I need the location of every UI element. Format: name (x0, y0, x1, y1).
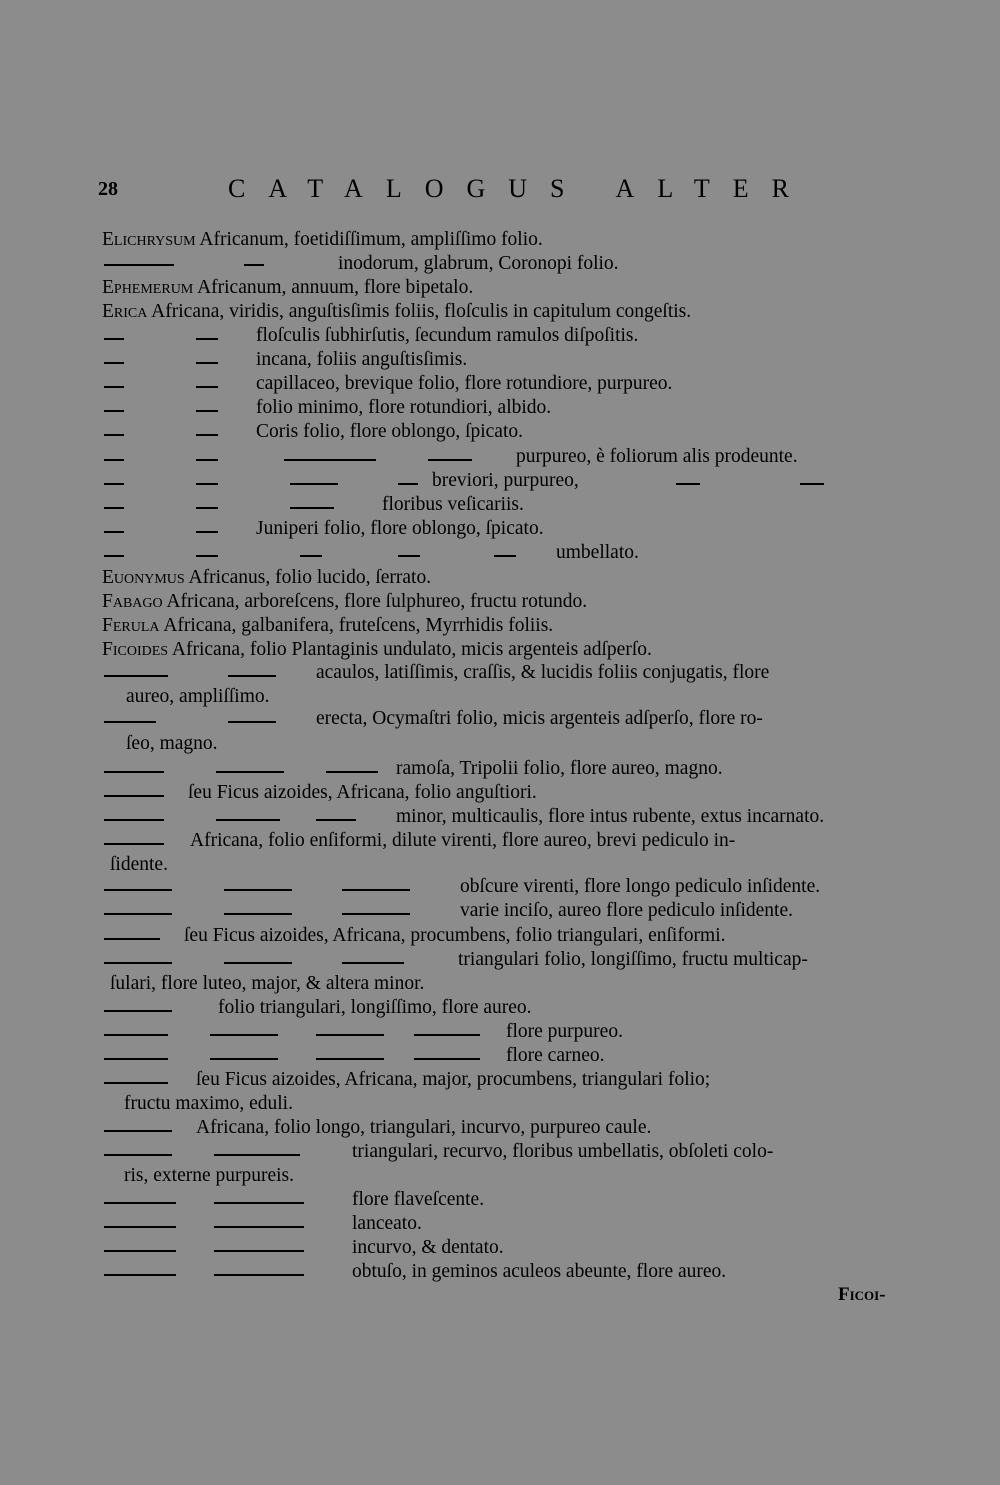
ditto-dash (398, 483, 418, 485)
ditto-dash (104, 410, 124, 412)
ditto-dash (104, 362, 124, 364)
entry-text: Africanum, annuum, flore bipetalo. (193, 277, 474, 298)
list-item: aureo, ampliſſimo. (126, 686, 270, 707)
list-item: capillaceo, brevique folio, flore rotundiore, purpureo. (256, 373, 673, 394)
ditto-dash (104, 1154, 172, 1156)
ditto-dash (104, 1250, 176, 1252)
list-item (102, 614, 553, 638)
ditto-dash (284, 459, 376, 461)
list-item: flore carneo. (506, 1045, 605, 1066)
list-item: ſeu Ficus aizoides, Africana, major, procumbens, triangulari folio; (196, 1069, 711, 1090)
list-item: ſeo, magno. (126, 733, 218, 754)
ditto-dash (300, 555, 322, 557)
list-item: folio triangulari, longiſſimo, flore aureo. (218, 997, 532, 1018)
ditto-dash (104, 889, 172, 891)
list-item: lanceato. (352, 1213, 422, 1234)
ditto-dash (216, 819, 280, 821)
ditto-dash (104, 1202, 176, 1204)
entry-text: Africana, arboreſcens, flore ſulphureo, fructu rotundo. (162, 591, 588, 612)
ditto-dash (196, 362, 218, 364)
list-item: ramoſa, Tripolii folio, flore aureo, magno. (396, 758, 723, 779)
ditto-dash (104, 338, 124, 340)
list-item: minor, multicaulis, flore intus rubente, extus incarnato. (396, 806, 825, 827)
list-item: triangulari, recurvo, floribus umbellatis, obſoleti colo- (352, 1141, 774, 1162)
list-item: umbellato. (556, 542, 639, 563)
list-item (102, 276, 473, 300)
ditto-dash (104, 459, 124, 461)
list-item: obſcure virenti, flore longo pediculo inſidente. (460, 876, 821, 897)
ditto-dash (104, 843, 164, 845)
ditto-dash (104, 819, 164, 821)
list-item: purpureo, è foliorum alis prodeunte. (516, 446, 798, 467)
entry-text: Africana, viridis, anguſtisſimis foliis, floſculis in capitulum congeſtis. (147, 301, 692, 322)
list-item: Africana, folio enſiformi, dilute virenti, flore aureo, brevi pediculo in- (190, 830, 736, 851)
ditto-dash (104, 1274, 176, 1276)
ditto-dash (228, 721, 276, 723)
ditto-dash (428, 459, 472, 461)
list-item: floſculis ſubhirſutis, ſecundum ramulos diſpoſitis. (256, 325, 639, 346)
list-item (102, 638, 652, 662)
ditto-dash (104, 771, 164, 773)
ditto-dash (224, 913, 292, 915)
list-item: Coris folio, flore oblongo, ſpicato. (256, 421, 524, 442)
ditto-dash (104, 1082, 168, 1084)
genus-name: Erica (102, 301, 148, 322)
ditto-dash (104, 264, 174, 266)
ditto-dash (316, 1058, 384, 1060)
ditto-dash (104, 386, 124, 388)
list-item: Juniperi folio, flore oblongo, ſpicato. (256, 518, 544, 539)
ditto-dash (216, 771, 284, 773)
ditto-dash (342, 962, 404, 964)
genus-name: Ephemerum (102, 277, 194, 298)
genus-name: Elichrysum (102, 229, 196, 250)
list-item (102, 590, 587, 614)
ditto-dash (196, 555, 218, 557)
entry-text: Africanum, foetidiſſimum, ampliſſimo folio. (195, 229, 543, 250)
list-item (102, 300, 691, 324)
ditto-dash (104, 938, 160, 940)
ditto-dash (104, 1010, 172, 1012)
genus-name: Fabago (102, 591, 163, 612)
list-item: floribus veſicariis. (382, 494, 524, 515)
list-item: folio minimo, flore rotundiori, albido. (256, 397, 552, 418)
entry-text: Africanus, folio lucido, ſerrato. (184, 567, 432, 588)
ditto-dash (414, 1034, 480, 1036)
ditto-dash (244, 264, 264, 266)
ditto-dash (210, 1058, 278, 1060)
list-item: flore flaveſcente. (352, 1189, 485, 1210)
ditto-dash (104, 1058, 168, 1060)
ditto-dash (196, 434, 218, 436)
list-item: varie inciſo, aureo flore pediculo inſidente. (460, 900, 793, 921)
running-title: CATALOGUS ALTER (228, 174, 812, 203)
ditto-dash (104, 555, 124, 557)
ditto-dash (104, 1130, 172, 1132)
list-item: ris, externe purpureis. (124, 1165, 295, 1186)
list-item: incurvo, & dentato. (352, 1237, 504, 1258)
ditto-dash (342, 889, 410, 891)
list-item: erecta, Ocymaſtri folio, micis argenteis adſperſo, flore ro- (316, 708, 763, 729)
list-item: triangulari folio, longiſſimo, fructu multicap- (458, 949, 808, 970)
list-item: ſulari, flore luteo, major, & altera minor. (110, 973, 425, 994)
list-item: ſidente. (110, 854, 168, 875)
ditto-dash (196, 410, 218, 412)
ditto-dash (210, 1034, 278, 1036)
ditto-dash (414, 1058, 480, 1060)
list-item (102, 566, 431, 590)
list-item: acaulos, latiſſimis, craſſis, & lucidis foliis conjugatis, flore (316, 662, 770, 683)
ditto-dash (676, 483, 700, 485)
ditto-dash (494, 555, 516, 557)
ditto-dash (104, 675, 168, 677)
ditto-dash (214, 1202, 304, 1204)
list-item: fructu maximo, eduli. (124, 1093, 293, 1114)
ditto-dash (800, 483, 824, 485)
ditto-dash (196, 386, 218, 388)
genus-name: Ferula (102, 615, 160, 636)
ditto-dash (290, 507, 334, 509)
list-item: breviori, purpureo, (432, 470, 579, 491)
list-item (102, 228, 543, 252)
ditto-dash (224, 962, 292, 964)
catchword: Ficoi- (838, 1284, 886, 1305)
list-item: ſeu Ficus aizoides, Africana, folio anguſtiori. (188, 782, 537, 803)
entry-text: Africana, galbanifera, fruteſcens, Myrrhidis foliis. (159, 615, 554, 636)
ditto-dash (326, 771, 378, 773)
list-item: Africana, folio longo, triangulari, incurvo, purpureo caule. (196, 1117, 652, 1138)
list-item: flore purpureo. (506, 1021, 623, 1042)
genus-name: Euonymus (102, 567, 185, 588)
list-item: incana, foliis anguſtisſimis. (256, 349, 468, 370)
ditto-dash (104, 483, 124, 485)
entry-text: Africana, folio Plantaginis undulato, micis argenteis adſperſo. (168, 639, 652, 660)
ditto-dash (228, 675, 276, 677)
ditto-dash (104, 795, 164, 797)
ditto-dash (224, 889, 292, 891)
list-item: ſeu Ficus aizoides, Africana, procumbens, folio triangulari, enſiformi. (184, 925, 726, 946)
ditto-dash (104, 962, 172, 964)
ditto-dash (342, 913, 410, 915)
page-number: 28 (98, 178, 118, 200)
ditto-dash (104, 913, 172, 915)
ditto-dash (196, 507, 218, 509)
ditto-dash (104, 531, 124, 533)
ditto-dash (196, 459, 218, 461)
ditto-dash (214, 1274, 304, 1276)
ditto-dash (316, 819, 356, 821)
ditto-dash (316, 1034, 384, 1036)
ditto-dash (398, 555, 420, 557)
ditto-dash (196, 483, 218, 485)
ditto-dash (104, 434, 124, 436)
ditto-dash (104, 1034, 168, 1036)
ditto-dash (104, 1226, 176, 1228)
ditto-dash (214, 1226, 304, 1228)
ditto-dash (214, 1250, 304, 1252)
genus-name: Ficoides (102, 639, 169, 660)
list-item: obtuſo, in geminos aculeos abeunte, flore aureo. (352, 1261, 727, 1282)
ditto-dash (104, 507, 124, 509)
list-item: inodorum, glabrum, Coronopi folio. (338, 253, 619, 274)
ditto-dash (196, 531, 218, 533)
ditto-dash (196, 338, 218, 340)
ditto-dash (104, 721, 156, 723)
ditto-dash (290, 483, 338, 485)
ditto-dash (214, 1154, 300, 1156)
